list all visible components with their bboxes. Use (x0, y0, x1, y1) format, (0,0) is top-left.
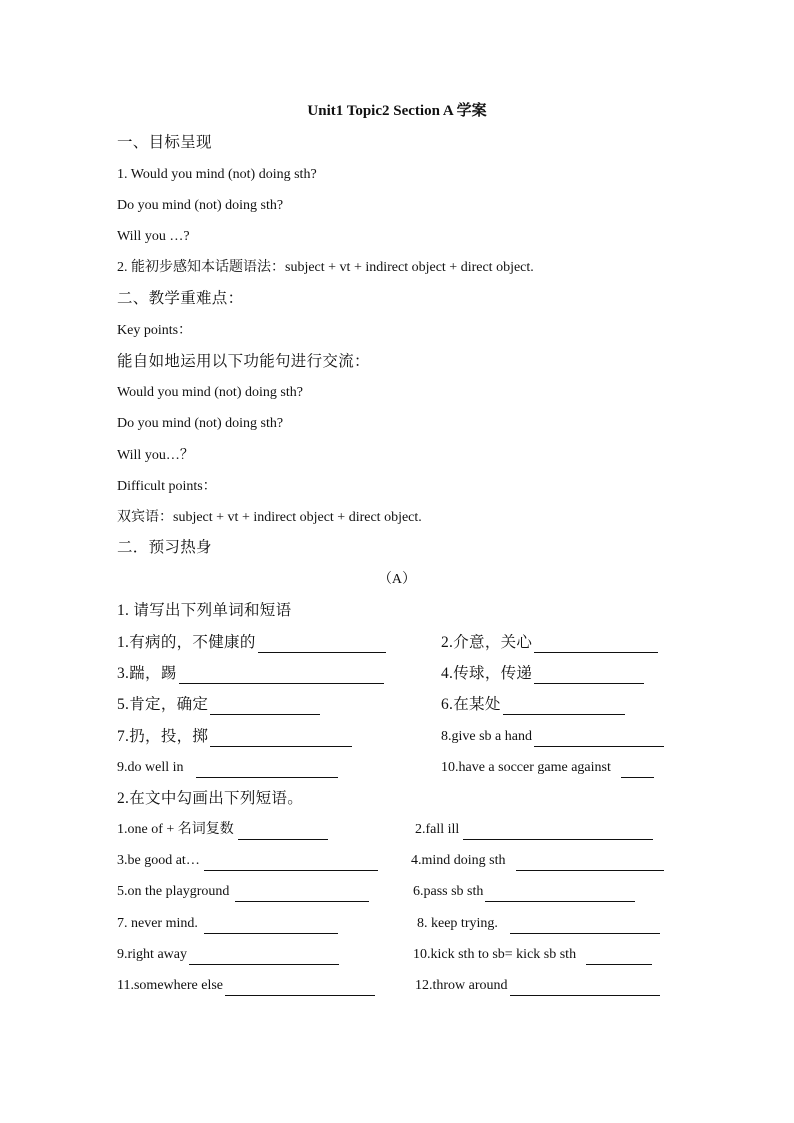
answer-blank[interactable] (210, 731, 352, 747)
task1-item-8: 8.give sb a hand (441, 727, 664, 747)
task2-item-3: 3.be good at… (117, 851, 378, 871)
answer-blank[interactable] (204, 918, 338, 934)
task1-item-3: 3.踹，踢 (117, 664, 384, 684)
answer-blank[interactable] (235, 886, 369, 902)
goal-line-1: 1. Would you mind (not) doing sth? (117, 167, 317, 182)
answer-blank[interactable] (258, 637, 386, 653)
section-heading-key-difficult: 二、教学重难点： (117, 290, 244, 307)
answer-blank[interactable] (204, 855, 378, 871)
answer-blank[interactable] (516, 855, 664, 871)
answer-blank[interactable] (534, 637, 658, 653)
goal-line-4: 2. 能初步感知本话题语法：subject + vt + indirect object + direct object. (117, 260, 534, 275)
task1-heading: 1. 请写出下列单词和短语 (117, 602, 292, 619)
page-title: Unit1 Topic2 Section A 学案 (307, 103, 487, 119)
difficult-points-label: Difficult points： (117, 479, 217, 494)
task1-item-5: 5.肯定，确定 (117, 695, 320, 715)
task1-item-1: 1.有病的，不健康的 (117, 633, 386, 653)
task1-item-4: 4.传球，传递 (441, 664, 644, 684)
difficult-point: 双宾语：subject + vt + indirect object + direct object. (117, 510, 422, 525)
task1-item-9: 9.do well in (117, 758, 338, 778)
answer-blank[interactable] (510, 980, 660, 996)
key-points-label: Key points： (117, 323, 193, 338)
task2-item-9: 9.right away (117, 945, 339, 965)
task2-item-12: 12.throw around (415, 976, 660, 996)
task2-item-7: 7. never mind. (117, 914, 338, 934)
task2-heading: 2.在文中勾画出下列短语。 (117, 790, 304, 807)
answer-blank[interactable] (534, 668, 644, 684)
task2-item-11: 11.somewhere else (117, 976, 375, 996)
task1-item-6: 6.在某处 (441, 695, 625, 715)
answer-blank[interactable] (225, 980, 375, 996)
answer-blank[interactable] (189, 949, 339, 965)
answer-blank[interactable] (210, 699, 320, 715)
part-a-label: （A） (377, 572, 417, 587)
answer-blank[interactable] (196, 762, 338, 778)
section-heading-goals: 一、目标呈现 (117, 134, 212, 151)
task1-item-10: 10.have a soccer game against (441, 758, 654, 778)
key-point-2: Do you mind (not) doing sth? (117, 416, 284, 431)
task1-item-2: 2.介意，关心 (441, 633, 658, 653)
key-point-1: Would you mind (not) doing sth? (117, 385, 303, 400)
task2-item-5: 5.on the playground (117, 882, 369, 902)
answer-blank[interactable] (621, 762, 654, 778)
answer-blank[interactable] (485, 886, 635, 902)
task2-item-4: 4.mind doing sth (411, 851, 664, 871)
key-point-3: Will you…？ (117, 448, 194, 463)
goal-line-2: Do you mind (not) doing sth? (117, 198, 284, 213)
task2-item-2: 2.fall ill (415, 820, 653, 840)
goal-line-3: Will you …? (117, 229, 190, 244)
answer-blank[interactable] (463, 824, 653, 840)
key-points-intro: 能自如地运用以下功能句进行交流： (117, 353, 370, 370)
task2-item-6: 6.pass sb sth (413, 882, 635, 902)
section-heading-preview: 二．预习热身 (117, 539, 212, 556)
answer-blank[interactable] (586, 949, 652, 965)
task2-item-1: 1.one of + 名词复数 (117, 820, 328, 840)
answer-blank[interactable] (534, 731, 664, 747)
task1-item-7: 7.扔，投，掷 (117, 727, 352, 747)
task2-item-8: 8. keep trying. (417, 914, 660, 934)
answer-blank[interactable] (238, 824, 328, 840)
answer-blank[interactable] (503, 699, 625, 715)
task2-item-10: 10.kick sth to sb= kick sb sth (413, 945, 652, 965)
answer-blank[interactable] (179, 668, 384, 684)
answer-blank[interactable] (510, 918, 660, 934)
